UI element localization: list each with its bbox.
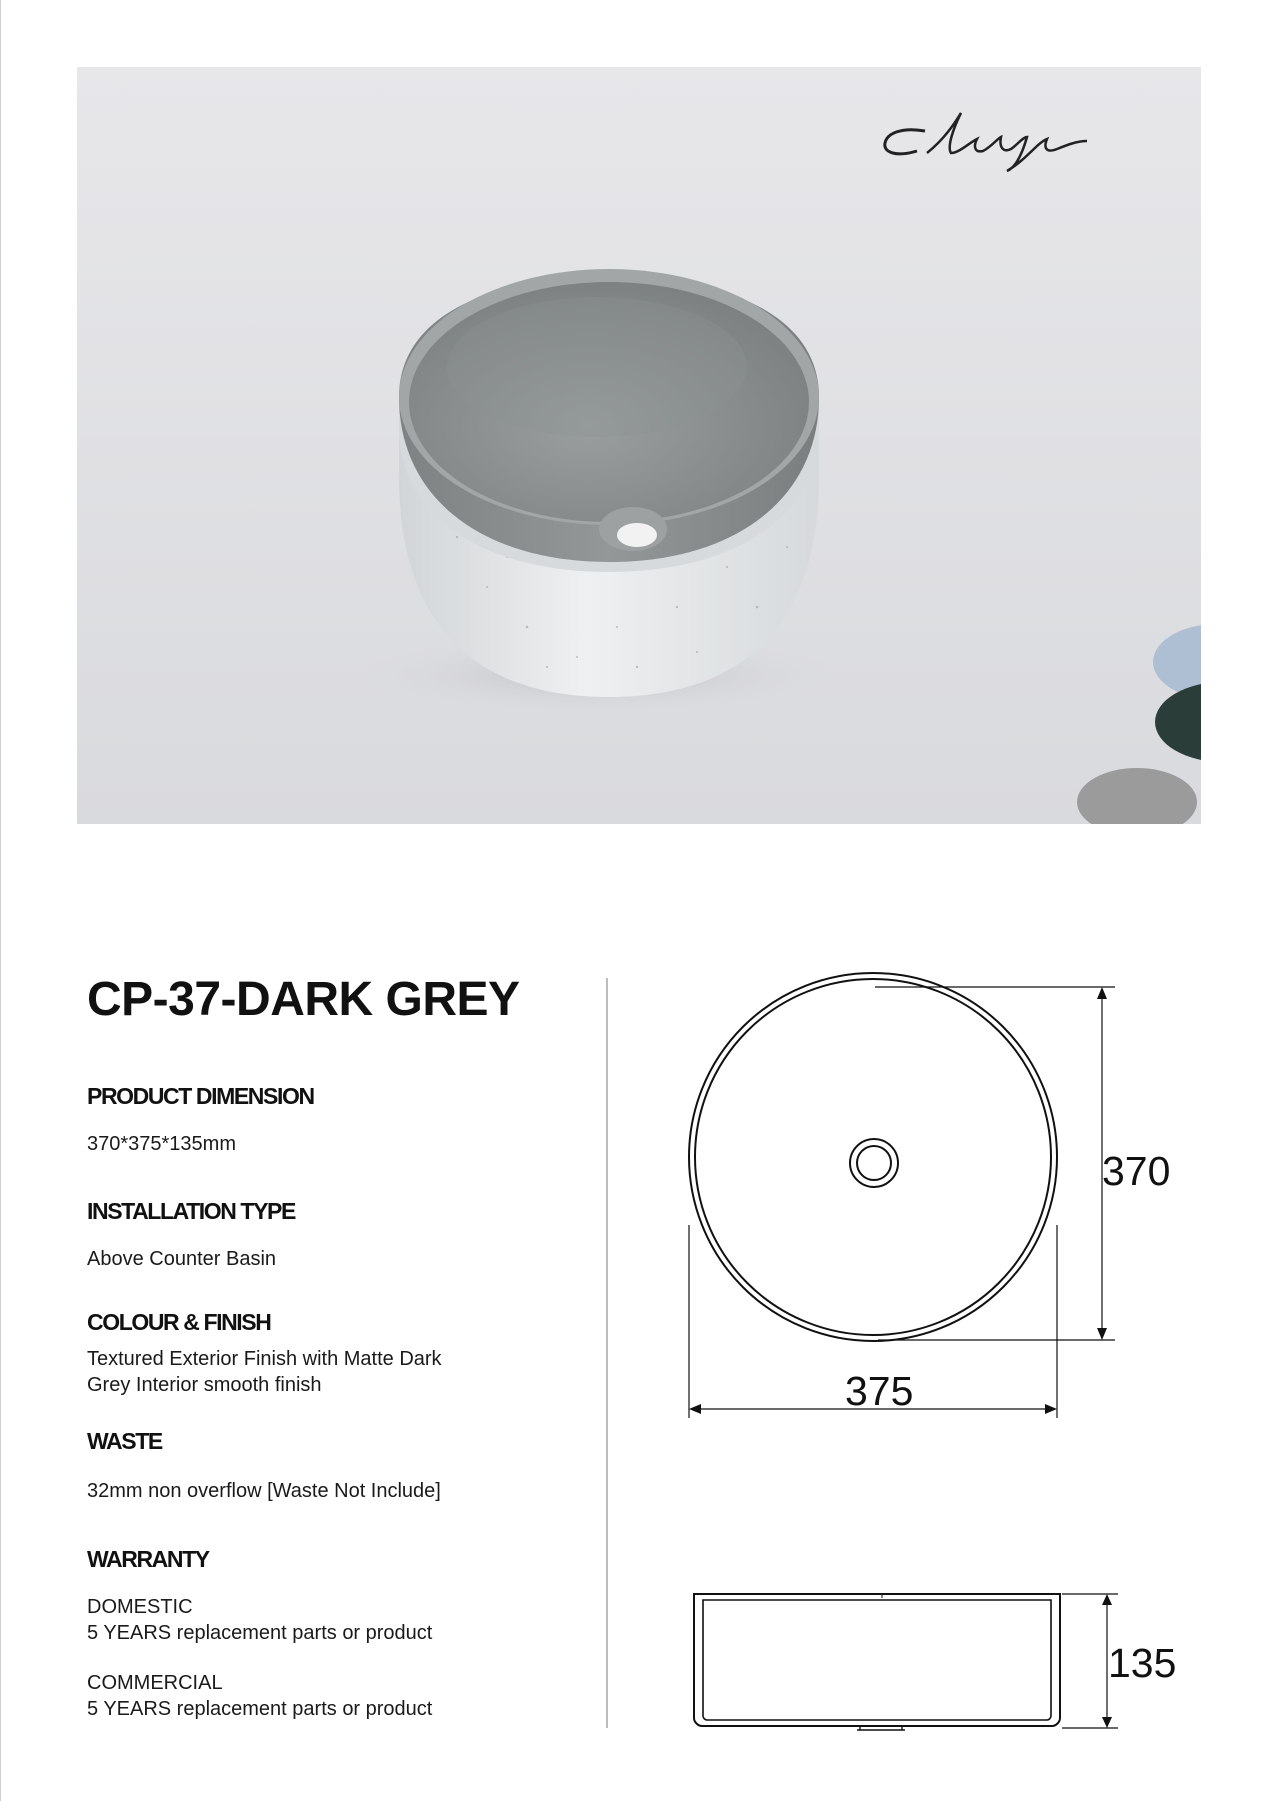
installation-value: Above Counter Basin bbox=[87, 1248, 277, 1270]
warranty-commercial-text: 5 YEARS replacement parts or product bbox=[87, 1698, 433, 1720]
warranty-heading: WARRANTY bbox=[87, 1546, 209, 1572]
installation-heading: INSTALLATION TYPE bbox=[87, 1198, 295, 1224]
drain-inner bbox=[857, 1146, 891, 1180]
colour-line-2: Grey Interior smooth finish bbox=[87, 1374, 322, 1396]
basin-top-outer bbox=[689, 973, 1057, 1341]
basin-side-outer bbox=[694, 1594, 1060, 1726]
waste-heading: WASTE bbox=[87, 1428, 162, 1454]
depth-dimension-label: 135 bbox=[1108, 1640, 1177, 1686]
waste-value: 32mm non overflow [Waste Not Include] bbox=[87, 1480, 441, 1502]
product-title: CP-37-DARK GREY bbox=[87, 973, 520, 1026]
height-dimension-label: 370 bbox=[1102, 1148, 1171, 1194]
colour-line-1: Textured Exterior Finish with Matte Dark bbox=[87, 1348, 442, 1370]
warranty-commercial-label: COMMERCIAL bbox=[87, 1672, 223, 1694]
basin-side-inner bbox=[703, 1600, 1051, 1720]
dimension-heading: PRODUCT DIMENSION bbox=[87, 1083, 314, 1109]
colour-heading: COLOUR & FINISH bbox=[87, 1309, 271, 1335]
warranty-domestic-text: 5 YEARS replacement parts or product bbox=[87, 1622, 433, 1644]
warranty-domestic-label: DOMESTIC bbox=[87, 1596, 193, 1618]
width-dimension-label: 375 bbox=[845, 1368, 914, 1414]
dimension-value: 370*375*135mm bbox=[87, 1133, 236, 1155]
basin-top-inner bbox=[695, 979, 1051, 1335]
